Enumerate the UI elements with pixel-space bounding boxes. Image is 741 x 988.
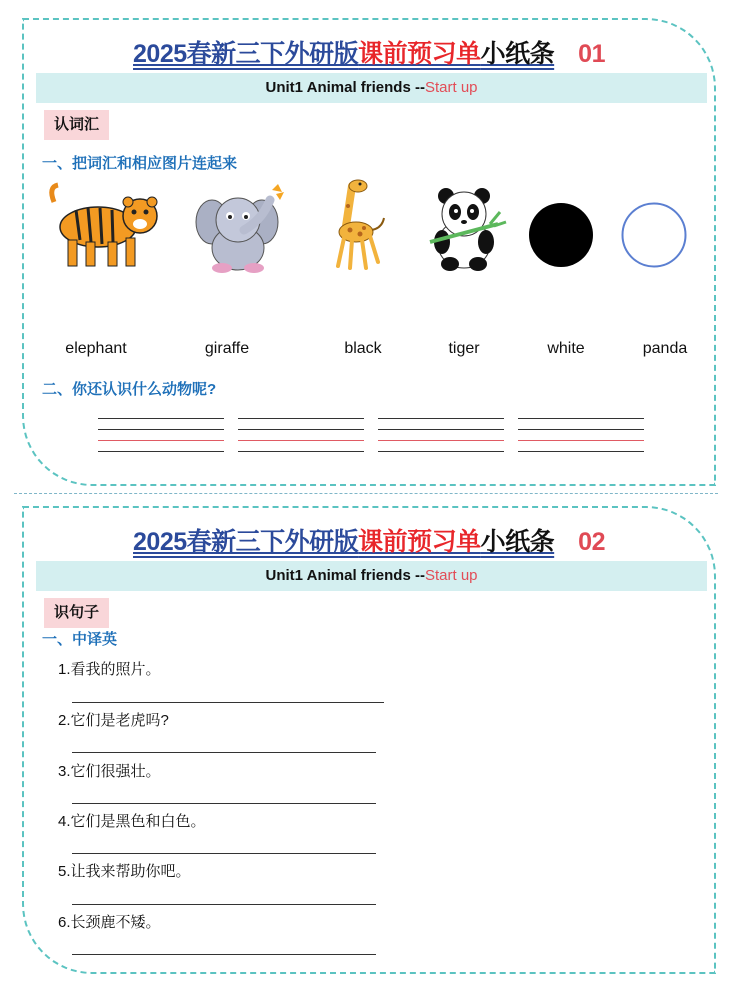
answer-line[interactable]: [72, 803, 376, 804]
section-heading-match: 一、把词汇和相应图片连起来: [42, 155, 238, 172]
sentence-2: 2.它们是老虎吗?: [58, 712, 169, 729]
writing-lines[interactable]: [238, 418, 364, 454]
banner-main: Unit1 Animal friends --: [265, 567, 425, 584]
sentence-1: 1.看我的照片。: [58, 661, 161, 678]
banner-sub: Start up: [424, 567, 478, 584]
word-white: white: [547, 340, 585, 357]
panda-icon: [428, 184, 508, 272]
card-divider: [14, 493, 718, 494]
writing-lines[interactable]: [378, 418, 504, 454]
section-heading-other-animals: 二、你还认识什么动物呢?: [42, 381, 217, 398]
title-part1: 2025春新三下外研版: [133, 40, 359, 68]
card-title: [24, 522, 714, 558]
sentence-3: 3.它们很强壮。: [58, 763, 161, 780]
black-circle-icon: [528, 202, 594, 268]
answer-line[interactable]: [72, 904, 376, 905]
card-title: [24, 34, 714, 70]
answer-line[interactable]: [72, 752, 376, 753]
worksheet-card-01: [22, 18, 716, 486]
banner-sub: Start up: [424, 79, 478, 96]
section-heading-translate: 一、中译英: [42, 631, 118, 648]
answer-line[interactable]: [72, 853, 376, 854]
title-part2: 课前预习单: [358, 528, 481, 556]
card-number: 02: [578, 528, 605, 556]
card-number: 01: [578, 40, 605, 68]
section-tag: 识句子: [44, 598, 109, 628]
white-circle-icon: [620, 201, 688, 269]
title-part1: 2025春新三下外研版: [133, 528, 359, 556]
sentence-4: 4.它们是黑色和白色。: [58, 813, 206, 830]
answer-line[interactable]: [72, 702, 384, 703]
sentence-5: 5.让我来帮助你吧。: [58, 863, 191, 880]
word-elephant: elephant: [65, 340, 127, 357]
word-panda: panda: [642, 340, 688, 357]
word-black: black: [344, 340, 382, 357]
word-giraffe: giraffe: [204, 340, 250, 357]
giraffe-icon: [324, 178, 394, 273]
sentence-6: 6.长颈鹿不矮。: [58, 914, 161, 931]
banner-main: Unit1 Animal friends --: [265, 79, 425, 96]
answer-line[interactable]: [72, 954, 376, 955]
elephant-icon: [192, 180, 287, 275]
unit-banner: [36, 561, 707, 591]
tiger-icon: [46, 182, 161, 272]
unit-banner: [36, 73, 707, 103]
title-part3: 小纸条: [480, 40, 555, 68]
writing-lines[interactable]: [518, 418, 644, 454]
writing-lines[interactable]: [98, 418, 224, 454]
title-part3: 小纸条: [480, 528, 555, 556]
title-part2: 课前预习单: [358, 40, 481, 68]
worksheet-card-02: [22, 506, 716, 974]
word-tiger: tiger: [448, 340, 480, 357]
section-tag: 认词汇: [44, 110, 109, 140]
